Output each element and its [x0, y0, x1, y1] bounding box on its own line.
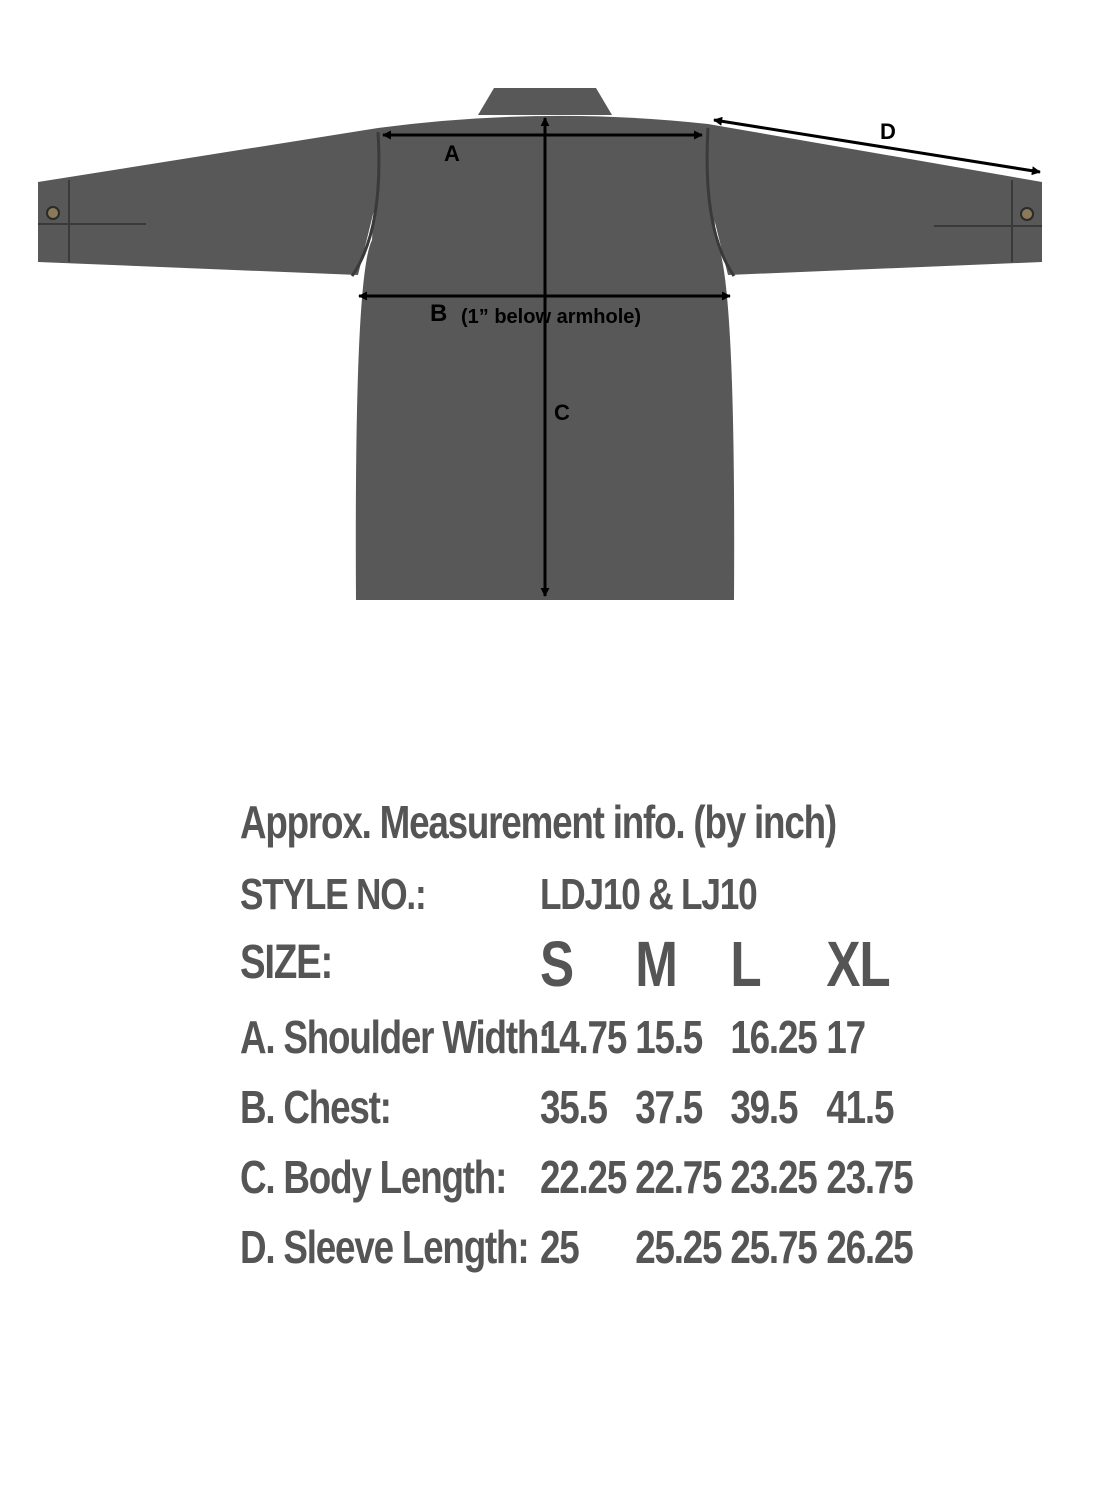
row-value: 35.5 — [540, 1081, 607, 1133]
row-value: 26.25 — [826, 1221, 913, 1273]
style-label: STYLE NO.: — [240, 870, 426, 919]
label-c: C — [554, 400, 570, 425]
row-value: 41.5 — [826, 1081, 894, 1133]
row-value: 14.75 — [540, 1011, 627, 1063]
garment-diagram — [0, 0, 1100, 700]
row-value: 17 — [826, 1011, 865, 1063]
left-sleeve — [38, 128, 382, 275]
right-cuff-button-icon — [1021, 208, 1033, 220]
row-value: 39.5 — [730, 1081, 798, 1133]
row-value: 25 — [540, 1221, 579, 1273]
size-header-l: L — [730, 928, 761, 1000]
label-d: D — [880, 119, 896, 144]
row-label: B. Chest: — [240, 1081, 391, 1133]
row-value: 23.75 — [826, 1151, 913, 1203]
row-label: D. Sleeve Length: — [240, 1221, 529, 1273]
label-b: B — [430, 300, 448, 327]
row-label: A. Shoulder Width: — [240, 1011, 550, 1063]
row-label: C. Body Length: — [240, 1151, 507, 1203]
row-value: 22.75 — [635, 1151, 722, 1203]
row-value: 15.5 — [635, 1011, 703, 1063]
left-cuff-button-icon — [47, 207, 59, 219]
size-label: SIZE: — [240, 936, 333, 989]
row-value: 16.25 — [730, 1011, 817, 1063]
label-a: A — [444, 141, 460, 166]
row-value: 25.25 — [635, 1221, 722, 1273]
size-header-xl: XL — [826, 928, 890, 1000]
jacket-silhouette — [38, 88, 1042, 600]
collar — [478, 88, 612, 115]
style-value: LDJ10 & LJ10 — [540, 870, 757, 919]
row-value: 37.5 — [635, 1081, 703, 1133]
row-value: 25.75 — [730, 1221, 817, 1273]
row-value: 23.25 — [730, 1151, 817, 1203]
size-header-s: S — [540, 928, 573, 1000]
label-b-note: (1” below armhole) — [461, 306, 642, 328]
row-value: 22.25 — [540, 1151, 627, 1203]
size-header-m: M — [635, 928, 677, 1000]
measurement-title: Approx. Measurement info. (by inch) — [240, 796, 836, 848]
